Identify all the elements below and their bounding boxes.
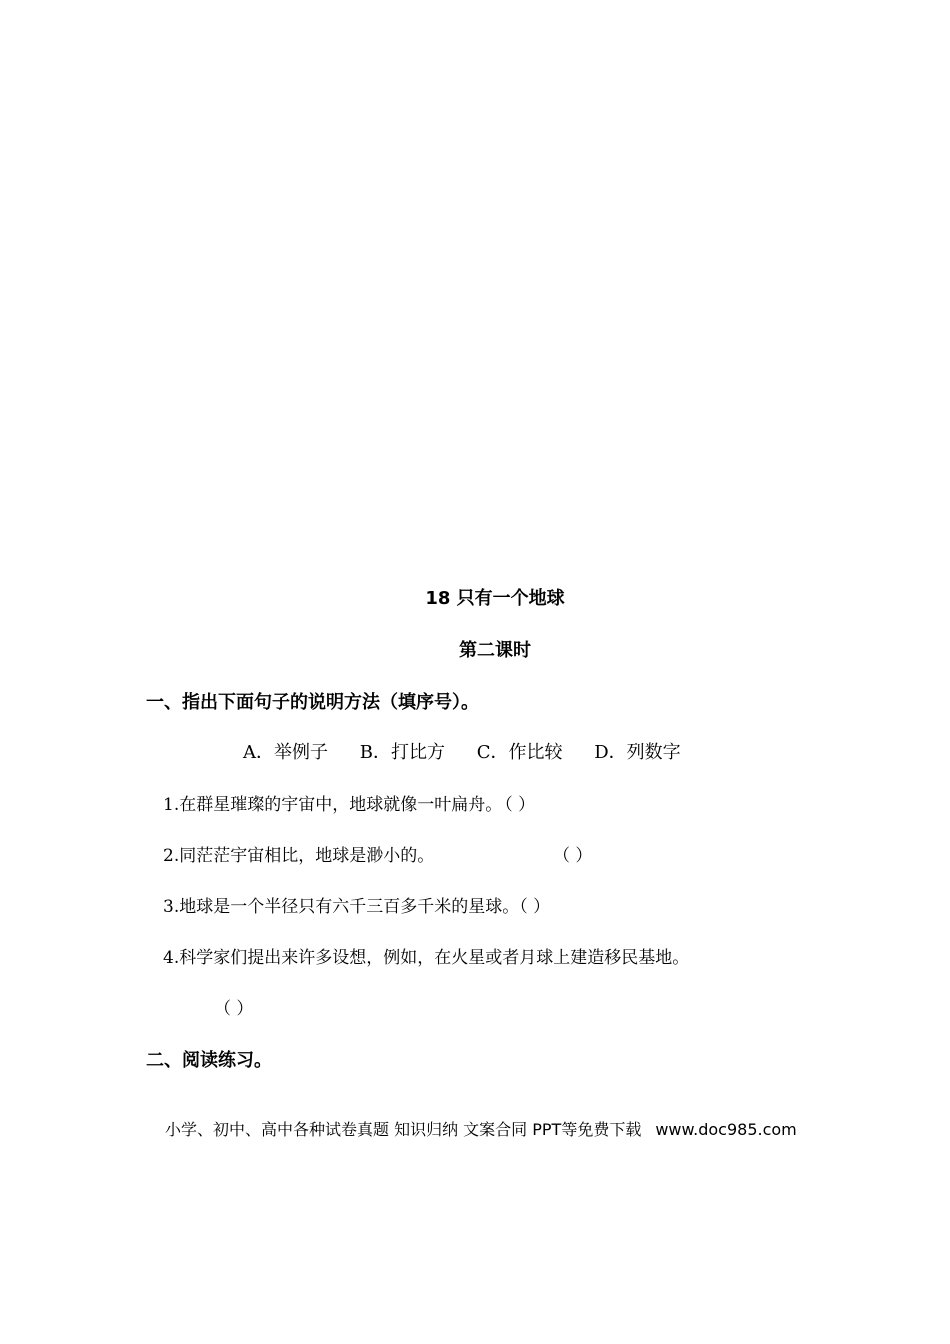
option-b: B．打比方 — [359, 742, 445, 763]
option-c: C．作比较 — [476, 742, 563, 763]
lesson-subtitle: 第二课时 — [459, 640, 531, 661]
question-2-blank[interactable]: （ ） — [553, 846, 593, 866]
footer-url[interactable]: www.doc985.com — [655, 1120, 797, 1139]
question-3-text: 3.地球是一个半径只有六千三百多千米的星球。 — [163, 897, 520, 917]
page-title: 18 只有一个地球 — [425, 588, 565, 609]
question-2 — [163, 841, 593, 866]
question-1-text: 1.在群星璀璨的宇宙中，地球就像一叶扁舟。 — [163, 795, 503, 815]
answer-options — [243, 738, 707, 764]
section-1-heading: 一、指出下面句子的说明方法（填序号）。 — [146, 692, 479, 713]
section-2-heading: 二、阅读练习。 — [146, 1050, 272, 1071]
question-1 — [163, 790, 535, 815]
option-d: D．列数字 — [594, 742, 681, 763]
option-a: A．举例子 — [243, 742, 328, 763]
question-3 — [163, 892, 550, 917]
question-4 — [163, 943, 689, 968]
footer-text: 小学、初中、高中各种试卷真题 知识归纳 文案合同 PPT等免费下载 — [165, 1120, 642, 1139]
question-2-text: 2.同茫茫宇宙相比，地球是渺小的。 — [163, 846, 435, 866]
question-3-blank[interactable]: （ ） — [519, 897, 551, 917]
question-4-text: 4.科学家们提出来许多设想，例如，在火星或者月球上建造移民基地。 — [163, 948, 690, 968]
question-4-blank[interactable]: （ ） — [214, 999, 254, 1019]
question-1-blank[interactable]: （ ） — [504, 795, 536, 815]
footer — [165, 1117, 797, 1140]
